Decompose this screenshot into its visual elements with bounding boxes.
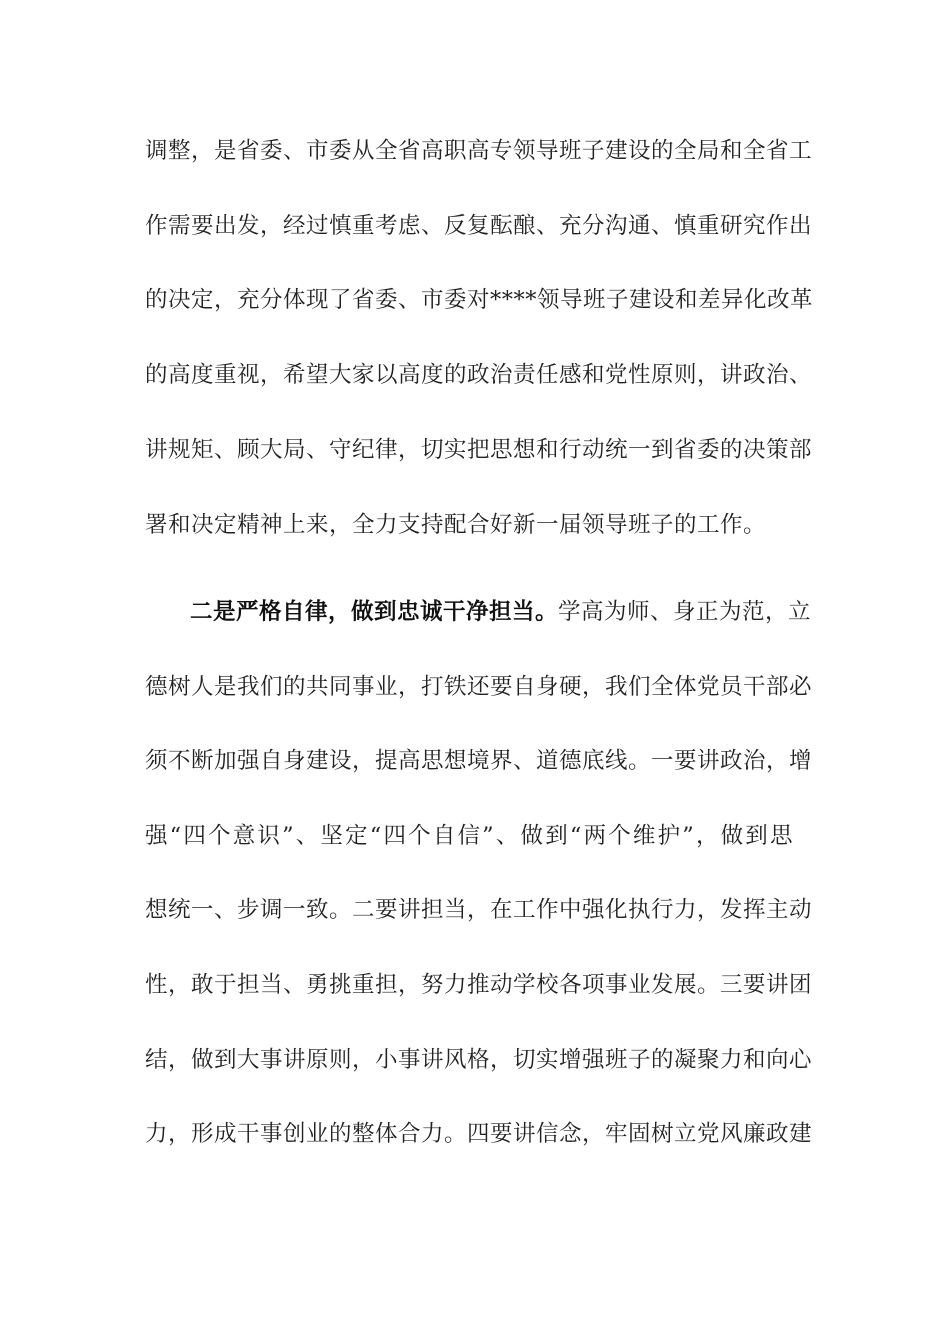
paragraph-2-first-line-text: 学高为师、身正为范，立: [558, 599, 812, 625]
paragraph-1-line-6: 署和决定精神上来，全力支持配合好新一届领导班子的工作。: [145, 512, 767, 538]
paragraph-2-line-1: [190, 592, 812, 632]
paragraph-2-line-2: 德树人是我们的共同事业，打铁还要自身硬，我们全体党员干部必: [145, 674, 813, 700]
paragraph-2-line-4: 强“四个意识”、坚定“四个自信”、做到“两个维护”，做到思: [145, 823, 793, 849]
paragraph-1-line-5: 讲规矩、顾大局、守纪律，切实把思想和行动统一到省委的决策部: [145, 437, 813, 463]
paragraph-2-heading: 二是严格自律，做到忠诚干净担当。: [190, 599, 559, 625]
paragraph-1-line-1: 调整，是省委、市委从全省高职高专领导班子建设的全局和全省工: [145, 138, 813, 164]
paragraph-1-line-4: 的高度重视，希望大家以高度的政治责任感和党性原则，讲政治、: [145, 362, 813, 388]
paragraph-2-line-8: 力，形成干事创业的整体合力。四要讲信念，牢固树立党风廉政建: [145, 1121, 813, 1147]
paragraph-2-line-7: 结，做到大事讲原则，小事讲风格，切实增强班子的凝聚力和向心: [145, 1047, 813, 1073]
paragraph-1-line-2: 作需要出发，经过慎重考虑、反复酝酿、充分沟通、慎重研究作出: [145, 213, 813, 239]
paragraph-1-line-3: 的决定，充分体现了省委、市委对****领导班子建设和差异化改革: [145, 287, 814, 313]
paragraph-2-line-3: 须不断加强自身建设，提高思想境界、道德底线。一要讲政治，增: [145, 748, 813, 774]
paragraph-2-line-6: 性，敢于担当、勇挑重担，努力推动学校各项事业发展。三要讲团: [145, 972, 813, 998]
paragraph-2-line-5: 想统一、步调一致。二要讲担当，在工作中强化执行力，发挥主动: [145, 897, 813, 923]
